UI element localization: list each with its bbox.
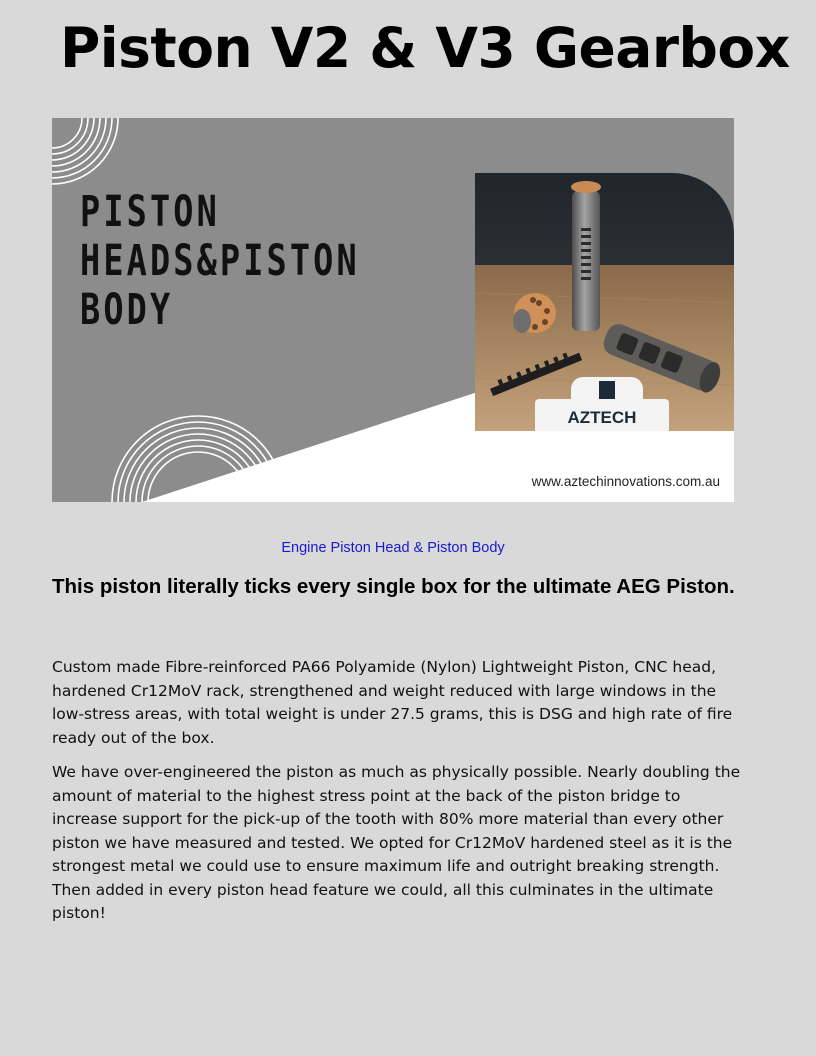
page-title: Piston V2 & V3 Gearbox: [60, 16, 790, 80]
image-caption: Engine Piston Head & Piston Body: [281, 540, 505, 556]
paragraph: We have over-engineered the piston as much as physically possible. Nearly doubling the amount of material to the highest stress point at the back of the piston bridge to increase support for the pick-up of the tooth with 80% more material than every other piston we have measured and tested. We opted for Cr12MoV hardened steel as it is the strongest metal we could use to ensure maximum life and outright breaking strength. Then added in every piston head feature we could, all this culminates in the ultimate piston!: [52, 763, 741, 922]
paragraph: Custom made Fibre-reinforced PA66 Polyamide (Nylon) Lightweight Piston, CNC head, hardened Cr12MoV rack, strengthened and weight reduced with large windows in the low-stress areas, with total weight is under 27.5 grams, this is DSG and high rate of fire ready out of the box.: [52, 658, 733, 747]
banner-heading: PISTON HEADS&PISTON BODY: [80, 187, 360, 335]
banner-url: www.aztechinnovations.com.au: [531, 474, 720, 489]
aztech-badge-text: AZTECH: [567, 408, 637, 427]
standing-piston-body: [572, 191, 600, 331]
piston-product-photo: [475, 173, 734, 431]
lead-heading: This piston literally ticks every single box for the ultimate AEG Piston.: [52, 575, 735, 598]
banner-image: [52, 118, 734, 502]
